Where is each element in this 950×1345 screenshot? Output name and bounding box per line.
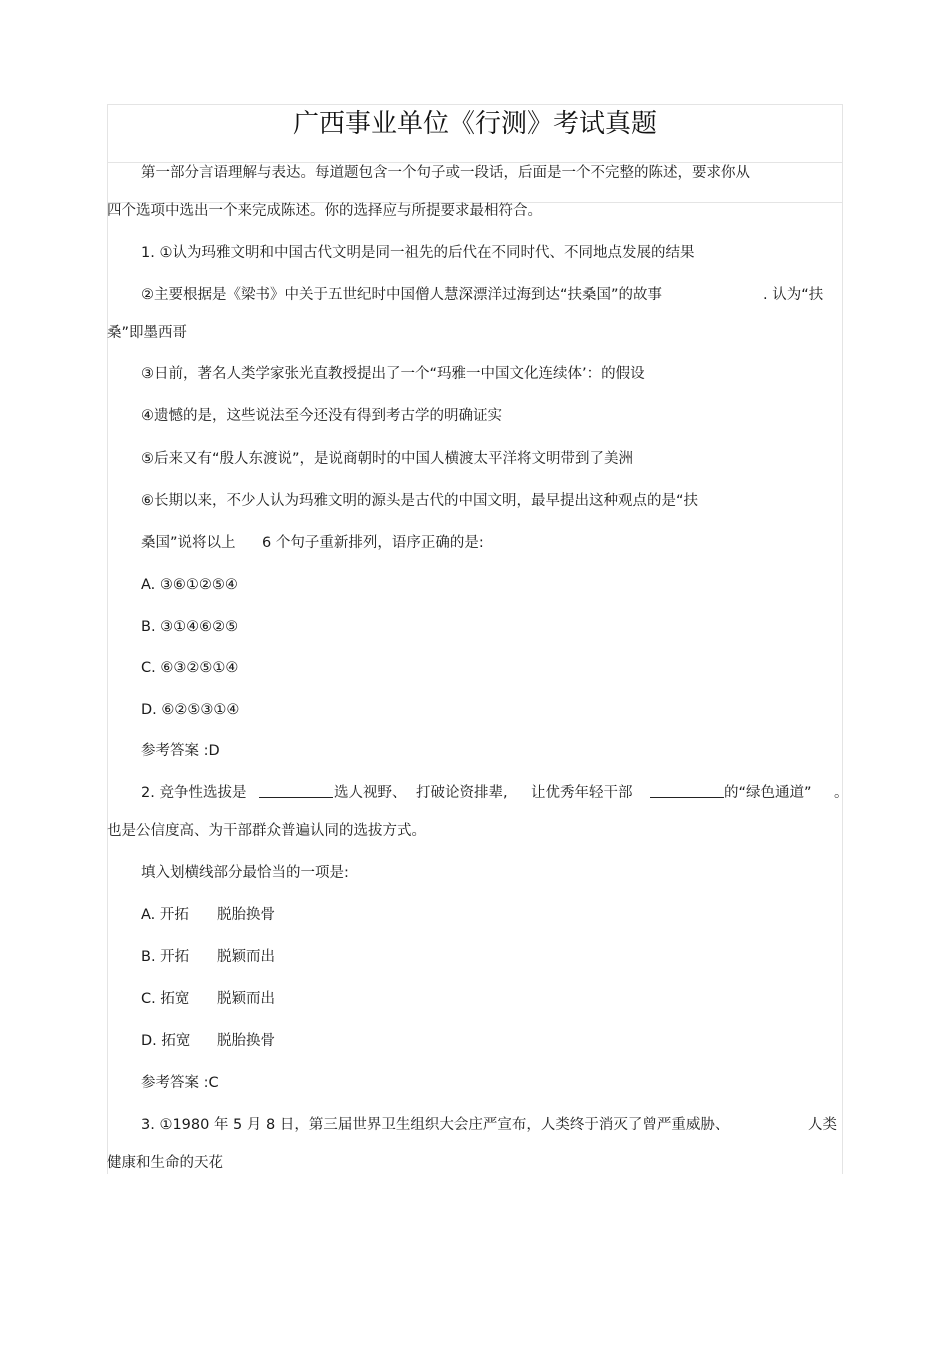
q2-option-c-label: C. 拓宽 bbox=[141, 991, 190, 1007]
q1-sentence-2b: . 认为“扶 bbox=[763, 287, 824, 303]
q1-sentence-5: ⑤后来又有“殷人东渡说”，是说商朝时的中国人横渡太平洋将文明带到了美洲 bbox=[141, 451, 634, 467]
frame-right-line bbox=[842, 104, 843, 1174]
q2-stem-line-2: 也是公信度高、为干部群众普遍认同的选拔方式。 bbox=[107, 823, 426, 839]
q2-stem-3: 打破论资排辈, bbox=[416, 785, 508, 801]
q1-sentence-7a: 桑国”说将以上 bbox=[141, 535, 236, 551]
q3-line-1b: 人类 bbox=[808, 1117, 837, 1133]
q2-stem-5: 的“绿色通道” bbox=[724, 785, 812, 801]
q1-sentence-1: 1. ①认为玛雅文明和中国古代文明是同一祖先的后代在不同时代、不同地点发展的结果 bbox=[141, 245, 695, 261]
q2-option-d-text: 脱胎换骨 bbox=[217, 1033, 275, 1049]
q1-option-d: D. ⑥②⑤③①④ bbox=[141, 702, 240, 718]
q1-sentence-4: ④遗憾的是，这些说法至今还没有得到考古学的明确证实 bbox=[141, 408, 502, 424]
q2-stem-1: 2. 竞争性选拔是 bbox=[141, 785, 247, 801]
intro-line-2: 四个选项中选出一个来完成陈述。你的选择应与所提要求最相符合。 bbox=[107, 203, 542, 219]
q3-line-1a: 3. ①1980 年 5 月 8 日，第三届世界卫生组织大会庄严宣布，人类终于消灭了曾严重威胁、 bbox=[141, 1117, 730, 1133]
frame-left-line bbox=[107, 104, 108, 1174]
q1-sentence-2c: 桑”即墨西哥 bbox=[107, 325, 188, 341]
page-title: 广西事业单位《行测》考试真题 bbox=[292, 109, 657, 139]
q2-answer: 参考答案 :C bbox=[141, 1075, 219, 1091]
q2-blank-1 bbox=[259, 783, 333, 804]
q1-option-c: C. ⑥③②⑤①④ bbox=[141, 660, 239, 676]
q2-prompt: 填入划横线部分最恰当的一项是: bbox=[141, 865, 349, 881]
q2-option-a-label: A. 开拓 bbox=[141, 907, 189, 923]
q1-option-a: A. ③⑥①②⑤④ bbox=[141, 577, 238, 593]
intro-line-1: 第一部分言语理解与表达。每道题包含一个句子或一段话，后面是一个不完整的陈述，要求你从 bbox=[141, 165, 750, 181]
q2-option-c-text: 脱颖而出 bbox=[217, 991, 275, 1007]
q2-stem-2: 选人视野、 bbox=[334, 785, 407, 801]
q2-option-b-label: B. 开拓 bbox=[141, 949, 190, 965]
q1-sentence-2a: ②主要根据是《梁书》中关于五世纪时中国僧人慧深漂洋过海到达“扶桑国”的故事 bbox=[141, 287, 663, 303]
q1-sentence-3: ③日前，著名人类学家张光直教授提出了一个“玛雅一中国文化连续体’：的假设 bbox=[141, 366, 645, 382]
q2-stem-4: 让优秀年轻干部 bbox=[531, 785, 633, 801]
q2-stem-6: 。 bbox=[834, 785, 849, 801]
q2-blank-2 bbox=[650, 783, 724, 804]
q1-sentence-7b: 6 个句子重新排列，语序正确的是: bbox=[262, 535, 484, 551]
q1-sentence-6: ⑥长期以来，不少人认为玛雅文明的源头是古代的中国文明，最早提出这种观点的是“扶 bbox=[141, 493, 699, 509]
q2-option-a-text: 脱胎换骨 bbox=[217, 907, 275, 923]
q1-option-b: B. ③①④⑥②⑤ bbox=[141, 619, 239, 635]
q2-option-d-label: D. 拓宽 bbox=[141, 1033, 191, 1049]
q2-option-b-text: 脱颖而出 bbox=[217, 949, 275, 965]
q1-answer: 参考答案 :D bbox=[141, 743, 220, 759]
q3-line-2: 健康和生命的天花 bbox=[107, 1155, 223, 1171]
